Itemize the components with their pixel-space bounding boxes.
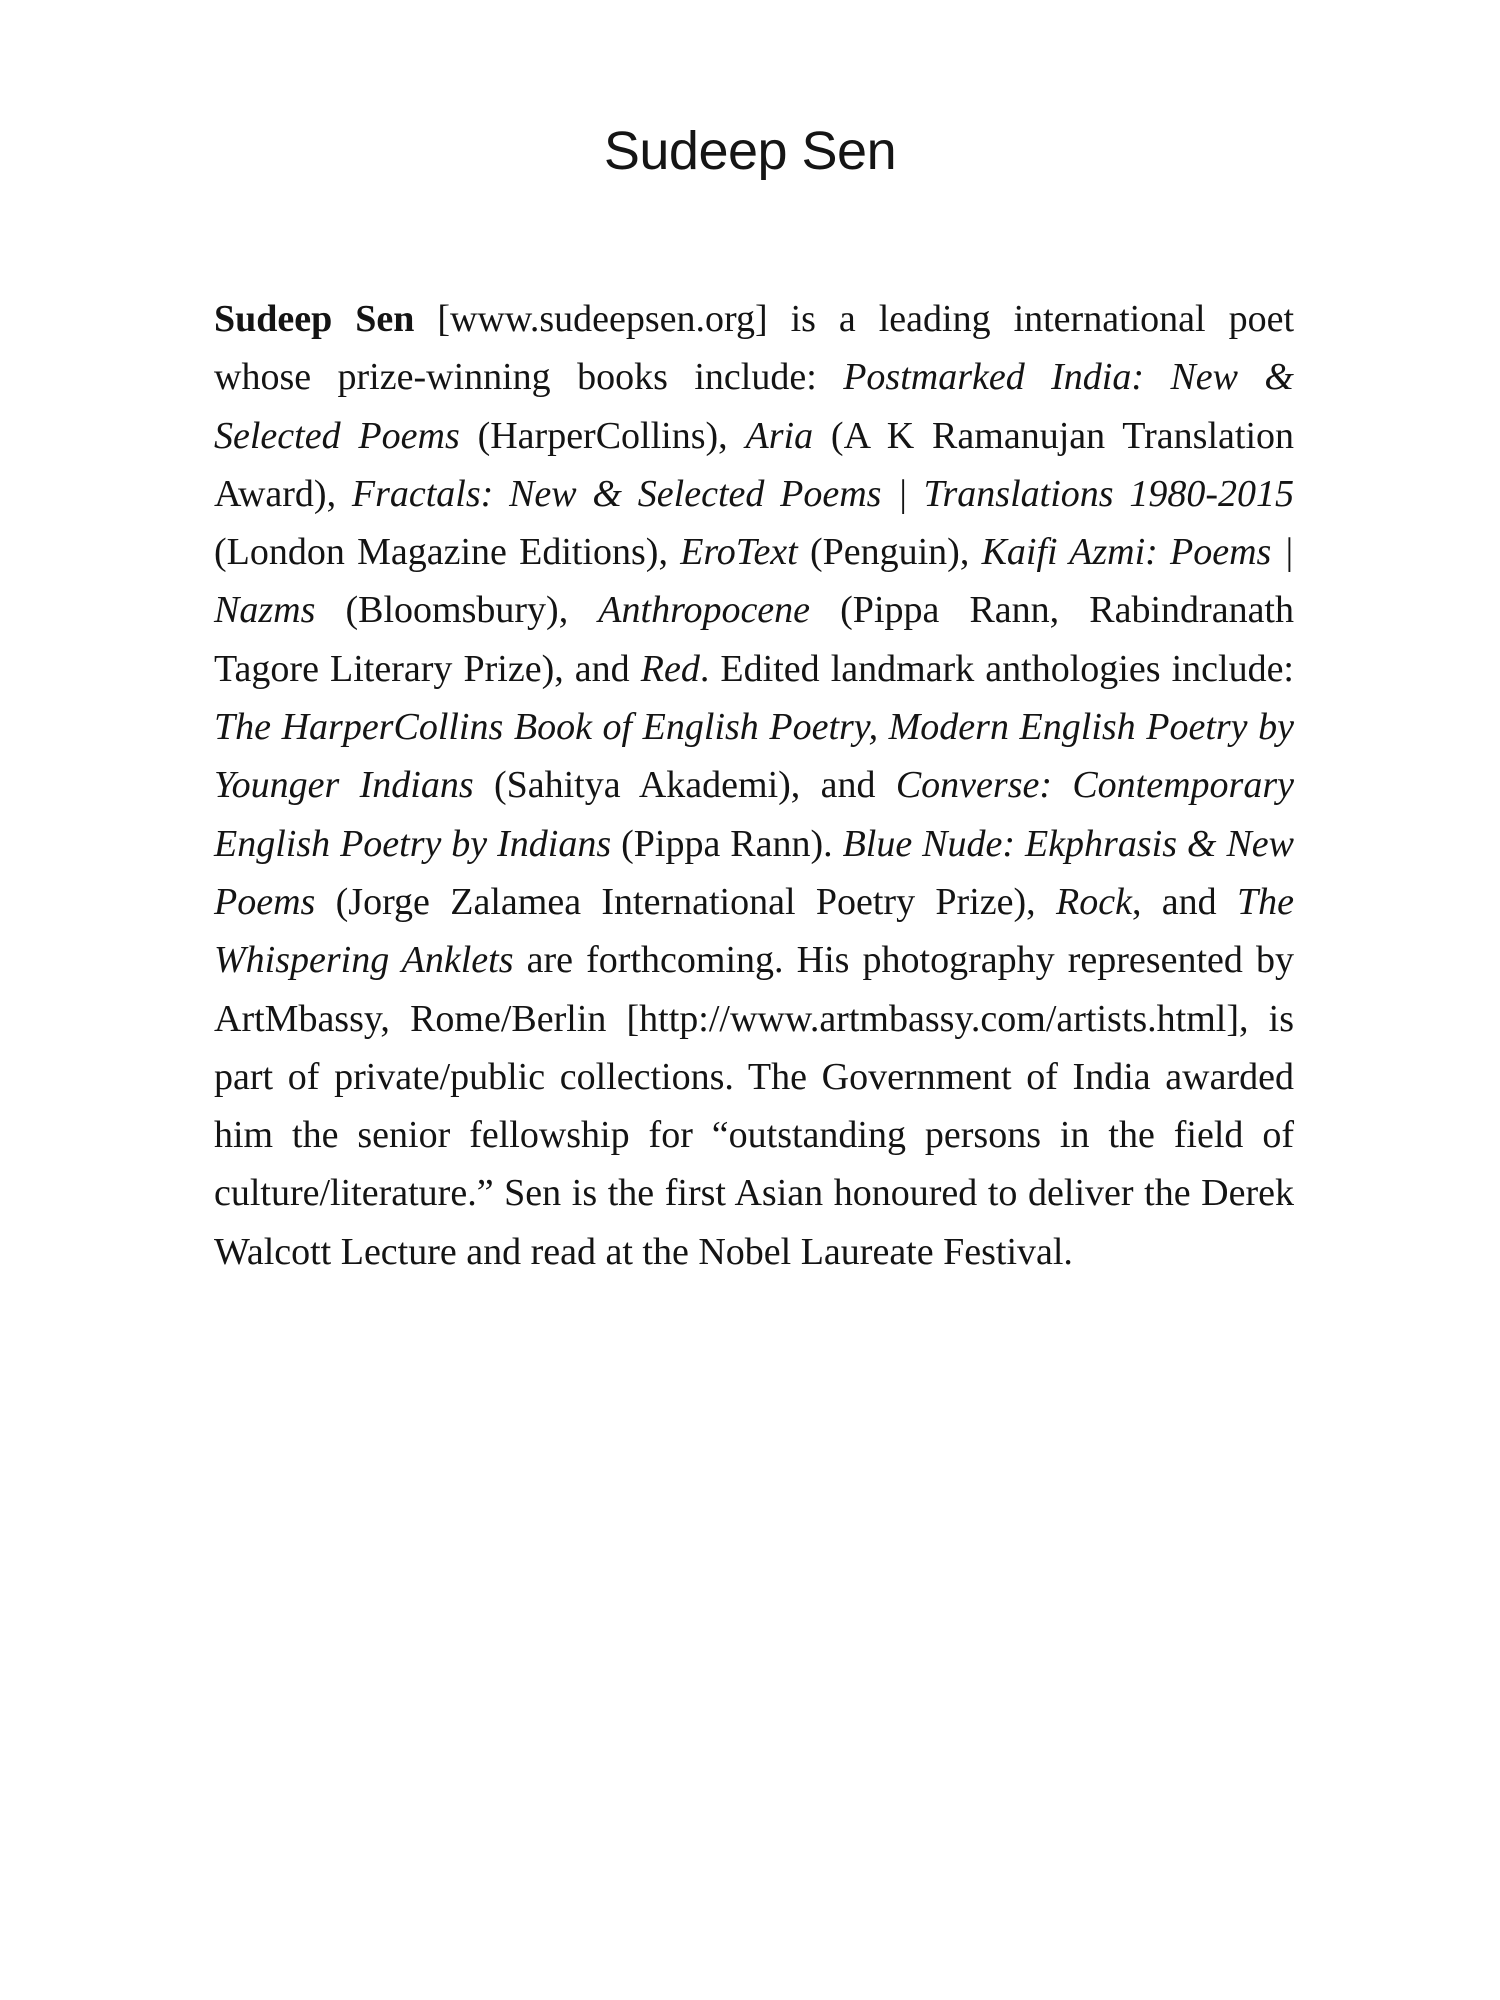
bio-text-segment: (A K Ramanujan Translation Award), <box>214 414 1294 515</box>
bio-text-segment: Sudeep Sen <box>214 298 415 340</box>
bio-text-segment: The Whispering Anklets <box>214 880 1294 982</box>
bio-text-segment: Anthropocene <box>598 589 811 632</box>
page-title: Sudeep Sen <box>603 121 897 181</box>
bio-text-segment: Postmarked India: New & Selected Poems <box>214 356 1294 457</box>
bio-text-segment: (London Magazine Editions), <box>214 531 681 574</box>
bio-text-segment: Kaifi Azmi: Poems | Nazms <box>214 531 1294 632</box>
bio-text-segment: [www.sudeepsen.org] is a leading international poet whose prize-winning books include: <box>214 298 1294 399</box>
bio-text-segment: (Sahitya Akademi), and <box>473 764 896 807</box>
bio-text-segment: (Penguin), <box>797 531 982 574</box>
bio-text-segment: Blue Nude: Ekphrasis & New Poems <box>214 822 1295 923</box>
bio-text-segment: (Bloomsbury), <box>315 589 599 632</box>
bio-text-segment: Fractals: New & Selected Poems | Translations 1980-2015 <box>351 472 1295 515</box>
bio-text-segment: EroText <box>680 531 798 574</box>
bio-text-segment: , and <box>1131 880 1237 923</box>
bio-text-segment: Aria <box>745 414 814 457</box>
bio-text-segment: are forthcoming. His photography represented by ArtMbassy, Rome/Berlin [http://www.artmbassy.com/artists.html], is part of private/public collections. The Government of India awarded him the senior fellowship for “outstanding persons in the field of culture/literature.” Sen is the first Asian honoured to deliver the Derek Walcott Lecture and read at the Nobel Laureate Festival. <box>214 939 1294 1273</box>
bio-text-segment: (Pippa Rann). <box>611 822 843 865</box>
bio-text-segment: (HarperCollins), <box>459 414 746 457</box>
bio-text-segment: Rock <box>1056 880 1132 923</box>
bio-text-segment: (Pippa Rann, Rabindranath Tagore Literary Prize), and <box>214 589 1294 690</box>
bio-text-segment: (Jorge Zalamea International Poetry Prize), <box>315 880 1056 923</box>
author-bio-paragraph <box>214 290 1294 1281</box>
bio-text-segment: Red <box>640 647 700 690</box>
bio-text-segment: Converse: Contemporary English Poetry by Indians <box>214 764 1294 865</box>
bio-text-segment: . Edited landmark anthologies include: <box>699 647 1294 690</box>
bio-text-segment: The HarperCollins Book of English Poetry, Modern English Poetry by Younger Indians <box>214 706 1294 807</box>
